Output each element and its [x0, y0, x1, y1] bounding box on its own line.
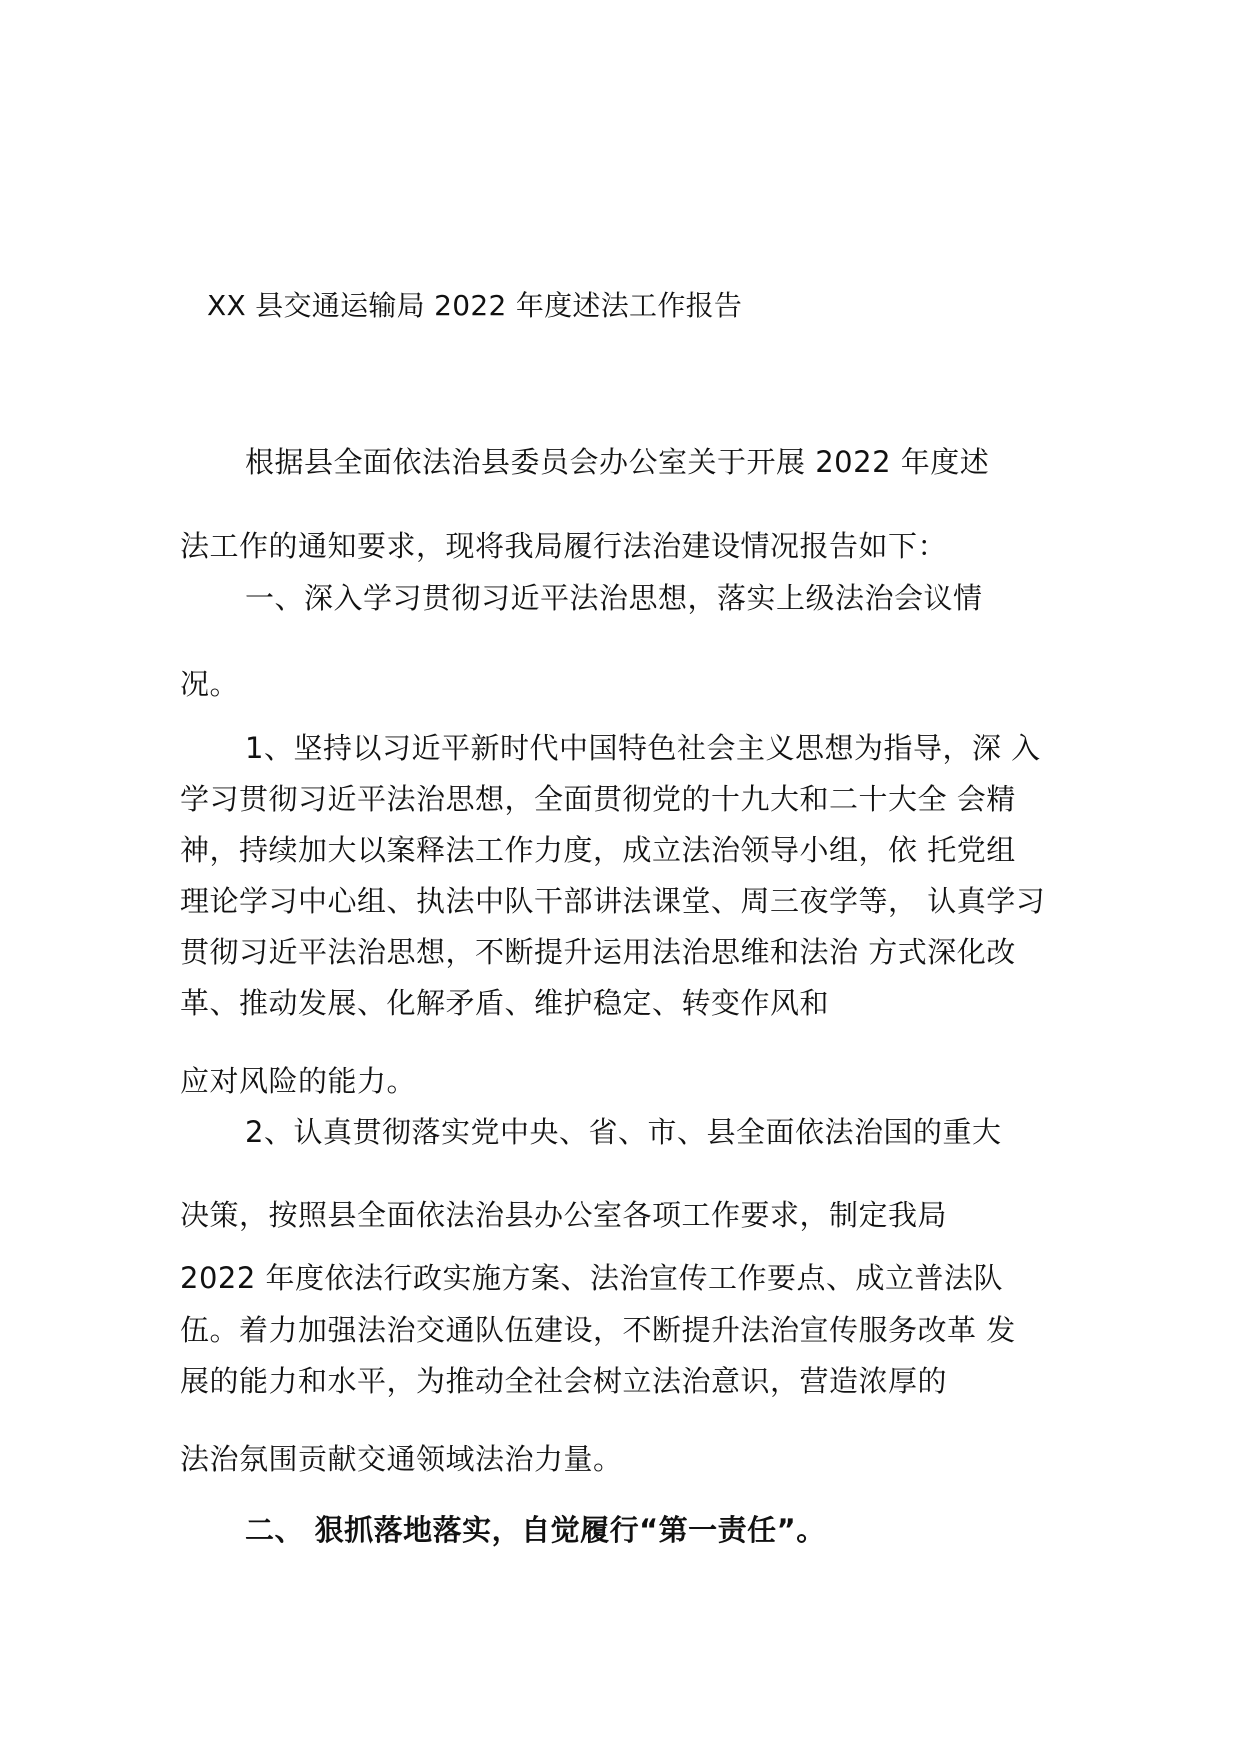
paragraph-line: 应对风险的能力。: [180, 1064, 417, 1098]
section-heading-1: 一、深入学习贯彻习近平法治思想，落实上级法治会议情: [245, 581, 983, 615]
paragraph-line: 决策，按照县全面依法治县办公室各项工作要求，制定我局: [180, 1198, 948, 1232]
paragraph-line: 伍。着力加强法治交通队伍建设，不断提升法治宣传服务改革 发: [180, 1313, 1016, 1347]
paragraph-line: 理论学习中心组、执法中队干部讲法课堂、周三夜学等， 认真学习: [180, 884, 1046, 918]
paragraph-line: 革、推动发展、化解矛盾、维护稳定、转变作风和: [180, 986, 830, 1020]
paragraph-line: 法治氛围贡献交通领域法治力量。: [180, 1442, 623, 1476]
paragraph-line: 神，持续加大以案释法工作力度，成立法治领导小组，依 托党组: [180, 833, 1016, 867]
paragraph-line: 贯彻习近平法治思想，不断提升运用法治思维和法治 方式深化改: [180, 935, 1016, 969]
paragraph-line: 展的能力和水平，为推动全社会树立法治意识，营造浓厚的: [180, 1364, 948, 1398]
document-title: XX 县交通运输局 2022 年度述法工作报告: [207, 289, 743, 322]
paragraph-line: 2、认真贯彻落实党中央、省、市、县全面依法治国的重大: [245, 1115, 1002, 1149]
paragraph-line: 法工作的通知要求，现将我局履行法治建设情况报告如下：: [180, 529, 948, 563]
paragraph-line: 1、坚持以习近平新时代中国特色社会主义思想为指导，深 入: [245, 731, 1041, 765]
paragraph-line: 况。: [180, 667, 240, 701]
section-heading-2: 二、 狠抓落地落实，自觉履行“第一责任”。: [245, 1513, 826, 1547]
paragraph-line: 学习贯彻习近平法治思想，全面贯彻党的十九大和二十大全 会精: [180, 782, 1016, 816]
paragraph-line: 2022 年度依法行政实施方案、法治宣传工作要点、成立普法队: [180, 1261, 1004, 1295]
paragraph-line: 根据县全面依法治县委员会办公室关于开展 2022 年度述: [245, 445, 990, 479]
